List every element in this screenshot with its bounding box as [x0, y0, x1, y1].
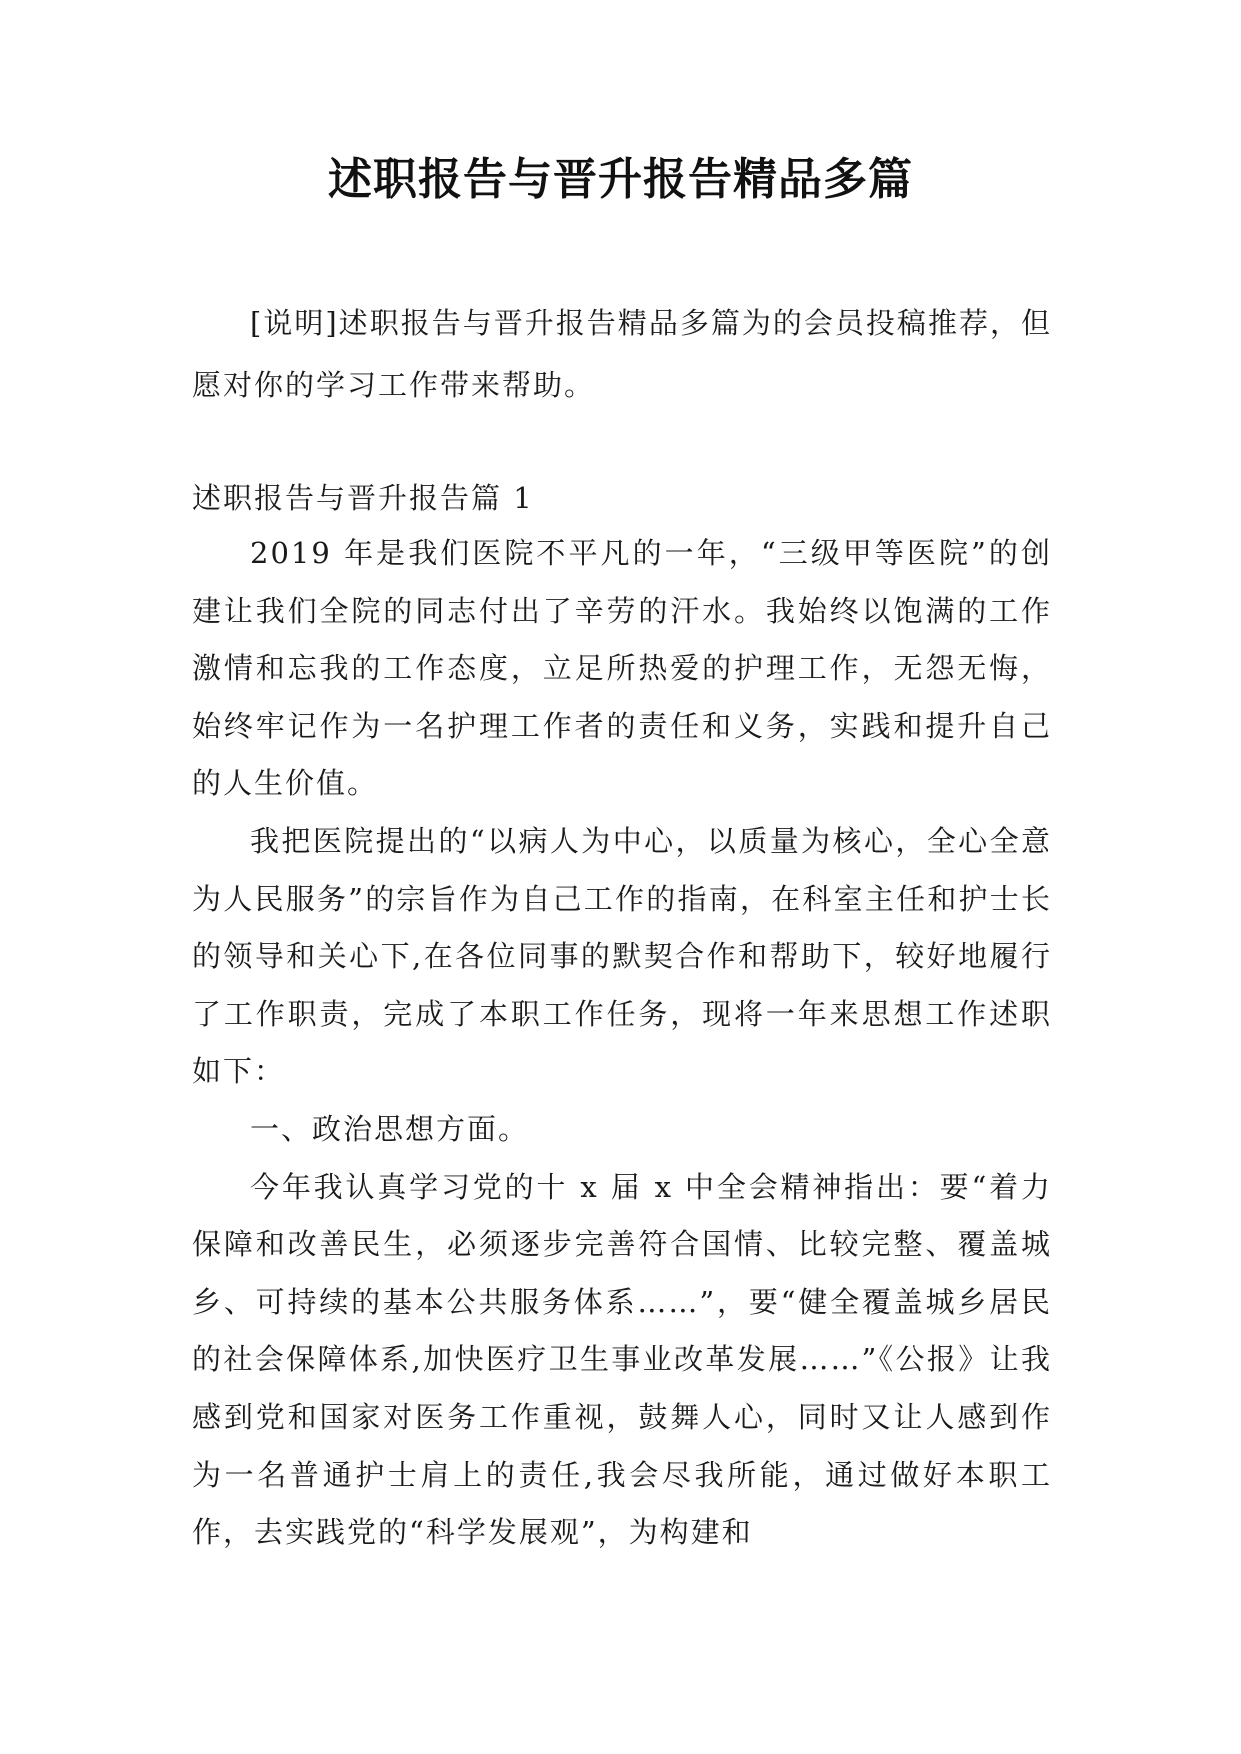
body-paragraph-1: 2019 年是我们医院不平凡的一年，“三级甲等医院”的创建让我们全院的同志付出了辛劳的汗水。我始终以饱满的工作激情和忘我的工作态度，立足所热爱的护理工作，无怨无悔，始终牢记作为一名护理工作者的责任和义务，实践和提升自己的人生价值。	[192, 536, 1052, 801]
section-heading: 述职报告与晋升报告篇 1	[192, 481, 534, 515]
section-heading-block	[192, 469, 1052, 527]
body-subheading: 一、政治思想方面。	[250, 1111, 530, 1146]
body-paragraph-3: 今年我认真学习党的十 x 届 x 中全会精神指出：要“着力保障和改善民生，必须逐步完善符合国情、比较完整、覆盖城乡、可持续的基本公共服务体系……”，要“健全覆盖城乡居民的社会保障体系,加快医疗卫生事业改革发展……”《公报》让我感到党和国家对医务工作重视，鼓舞人心，同时又让人感到作为一名普通护士肩上的责任,我会尽我所能，通过做好本职工作，去实践党的“科学发展观”，为构建和	[192, 1169, 1052, 1550]
body-paragraph-2: 我把医院提出的“以病人为中心，以质量为核心，全心全意为人民服务”的宗旨作为自己工作的指南，在科室主任和护士长的领导和关心下,在各位同事的默契合作和帮助下，较好地履行了工作职责，完成了本职工作任务，现将一年来思想工作述职如下：	[192, 823, 1052, 1089]
document-body	[192, 525, 1052, 1562]
intro-note	[192, 292, 1052, 416]
intro-paragraph: [说明]述职报告与晋升报告精品多篇为的会员投稿推荐，但愿对你的学习工作带来帮助。	[192, 306, 1052, 402]
document-title: 述职报告与晋升报告精品多篇	[328, 154, 913, 205]
